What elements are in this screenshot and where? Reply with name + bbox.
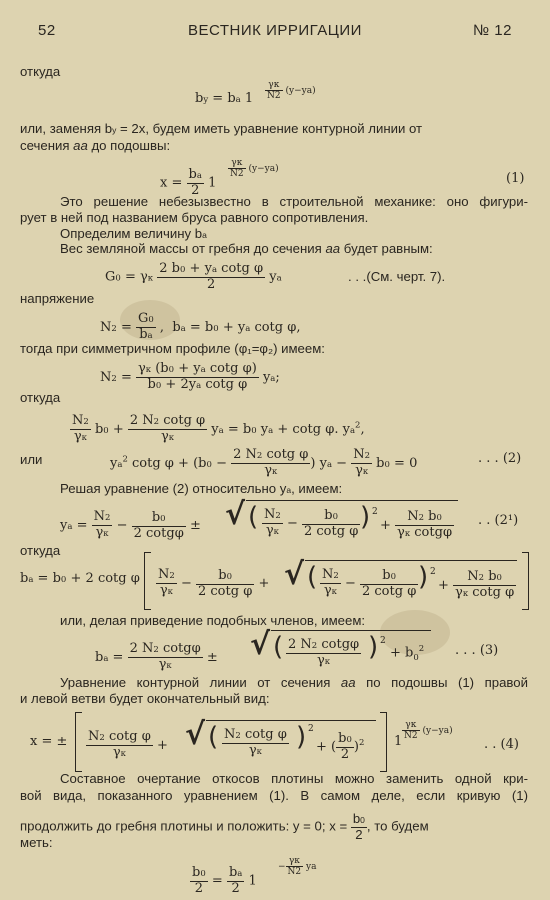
paren-open: ( xyxy=(273,632,284,662)
drawing-reference: . . .(См. черт. 7). xyxy=(348,269,446,284)
text-line: Это решение небезызвестно в строительной механике: оно фигури- xyxy=(60,194,528,209)
equation-number: . . (4) xyxy=(484,737,519,752)
equation-number: . . . (2) xyxy=(478,451,522,466)
exponent: 2 xyxy=(380,636,386,646)
exponent: 2 xyxy=(430,567,436,577)
bracket-right xyxy=(380,712,387,772)
equation-final: $\frac{b0}{2}$ = $\frac{ba}{2}$ 1 xyxy=(192,865,257,896)
radicand: N2 γк − $\frac{b0}{\text{2 cotg φ}}$ xyxy=(322,567,417,599)
text-line: вой вида, показанного уравнением (1). В самом деле, если кривую (1) xyxy=(20,788,528,803)
equation-number: . . . (3) xyxy=(455,643,499,658)
text-line: Уравнение контурной линии от сечения aa по подошвы (1) правой xyxy=(60,675,528,690)
page-number: 52 xyxy=(38,22,56,39)
text-line: сечения aa до подошвы: xyxy=(20,138,171,153)
text-line: продолжить до гребня плотины и положить: y = 0; x = $\frac{b0}{2}$ , то будем xyxy=(20,811,429,842)
text-line: тогда при симметричном профиле (φ₁=φ₂) имеем: xyxy=(20,341,325,356)
text-line: меть: xyxy=(20,835,53,850)
radicand-tail: + N2 b0 γк cotgφ xyxy=(380,509,453,540)
equation-2: $ya^2$ cotg φ + (b0 − 2 N2 cotg φ γк ) ya − N2 γк b0 = 0 xyxy=(110,447,418,478)
equation-n2: N2 = γк (b0 + ya cotg φ) b0 + 2ya cotg φ ya; xyxy=(100,361,280,392)
equation-by: by = ba 1 xyxy=(195,91,254,106)
equation-derived: N2 γк b0 + 2 N2 cotg φ γк ya = b0 ya + cotg φ. $ya^2$, xyxy=(72,413,365,444)
equation-g0: G0 = γк $\frac{\text{2 b0 + ya cotg φ}}{2}$ ya xyxy=(105,261,282,292)
bracket-content: N2 cotg φ γк + xyxy=(88,729,168,760)
equation-ba: ba = b0 + 2 cotg φ xyxy=(20,571,140,586)
equation-stress: N2 = $\frac{G0}{ba}$ , ba = b0 + ya cotg φ, xyxy=(100,311,301,342)
equation-number: . . (2¹) xyxy=(478,513,519,528)
text-line: и левой ветви будет окончательный вид: xyxy=(20,691,270,706)
exp-base: 1 xyxy=(394,734,403,749)
exponent: γк N2 (y−ya) xyxy=(267,80,316,101)
equation-number: (1) xyxy=(506,171,525,186)
radical-vinculum xyxy=(246,500,458,501)
radicand: 2 N2 cotgφ γк xyxy=(288,637,360,668)
paren-close: ) xyxy=(360,502,371,532)
radicand: N2 γк − $\frac{b0}{\text{2 cotg φ}}$ xyxy=(264,507,359,539)
text-line: или, делая приведение подобных членов, имеем: xyxy=(60,613,366,628)
text-line: или, заменяя by = 2x, будем иметь уравнение контурной линии от xyxy=(20,121,423,136)
radicand-tail: + ( $\frac{b0}{2}$ )$^2$ xyxy=(316,731,365,762)
exponent: γк N2 (y−ya) xyxy=(230,158,279,179)
equation-3: ba = 2 N2 cotgφ γк ± xyxy=(95,641,218,672)
paren-open: ( xyxy=(208,722,219,752)
text-line: откуда xyxy=(20,64,61,79)
text-line: Вес земляной массы от гребня до сечения aa будет равным: xyxy=(60,241,433,256)
paren-open: ( xyxy=(307,562,318,592)
radical-vinculum xyxy=(271,630,431,631)
journal-title: ВЕСТНИК ИРРИГАЦИИ xyxy=(188,22,362,39)
exponent: − γк N2 ya xyxy=(278,856,317,877)
text-line: Составное очертание откосов плотины можно заменить одной кри- xyxy=(60,771,528,786)
radical-sign: √ xyxy=(225,497,246,532)
radicand-tail: + $b_0^2$ xyxy=(390,644,425,663)
text-line: рует в ней под названием бруса равного сопротивления. xyxy=(20,210,369,225)
paren-open: ( xyxy=(248,502,259,532)
radical-sign: √ xyxy=(284,557,305,592)
text-line: или xyxy=(20,452,43,467)
page-header xyxy=(0,22,550,44)
radical-vinculum xyxy=(206,720,376,721)
equation-2-1: ya = N2 γк − $\frac{b0}{2 \cot g\varphi}$ ± xyxy=(60,509,201,541)
equation-1: x = $\frac{ba}{2}$ 1 xyxy=(160,167,217,198)
radicand: N2 cotg φ γк xyxy=(224,727,287,758)
exponent: 2 xyxy=(308,724,314,734)
equation-4: x = ± xyxy=(30,734,68,749)
text-line: напряжение xyxy=(20,291,95,306)
radical-vinculum xyxy=(305,560,517,561)
exponent: 2 xyxy=(372,507,378,517)
radicand-tail: + N2 b0 γк cotg φ xyxy=(438,569,515,600)
bracket-right xyxy=(522,552,529,610)
text-line: Решая уравнение (2) относительно ya, имеем: xyxy=(60,481,343,496)
exponent: γк N2 (y−ya) xyxy=(404,720,453,741)
bracket-content: N2 γк − $\frac{b0}{\text{2 cotg φ}}$ + xyxy=(158,567,270,599)
text-line: откуда xyxy=(20,390,61,405)
paren-close: ) xyxy=(296,722,307,752)
paren-close: ) xyxy=(368,632,379,662)
paren-close: ) xyxy=(418,562,429,592)
radical-sign: √ xyxy=(250,627,271,662)
bracket-left xyxy=(75,712,82,772)
bracket-left xyxy=(144,552,151,610)
text-line: откуда xyxy=(20,543,61,558)
issue-number: № 12 xyxy=(473,22,512,39)
radical-sign: √ xyxy=(185,717,206,752)
text-line: Определим величину ba xyxy=(60,226,207,241)
